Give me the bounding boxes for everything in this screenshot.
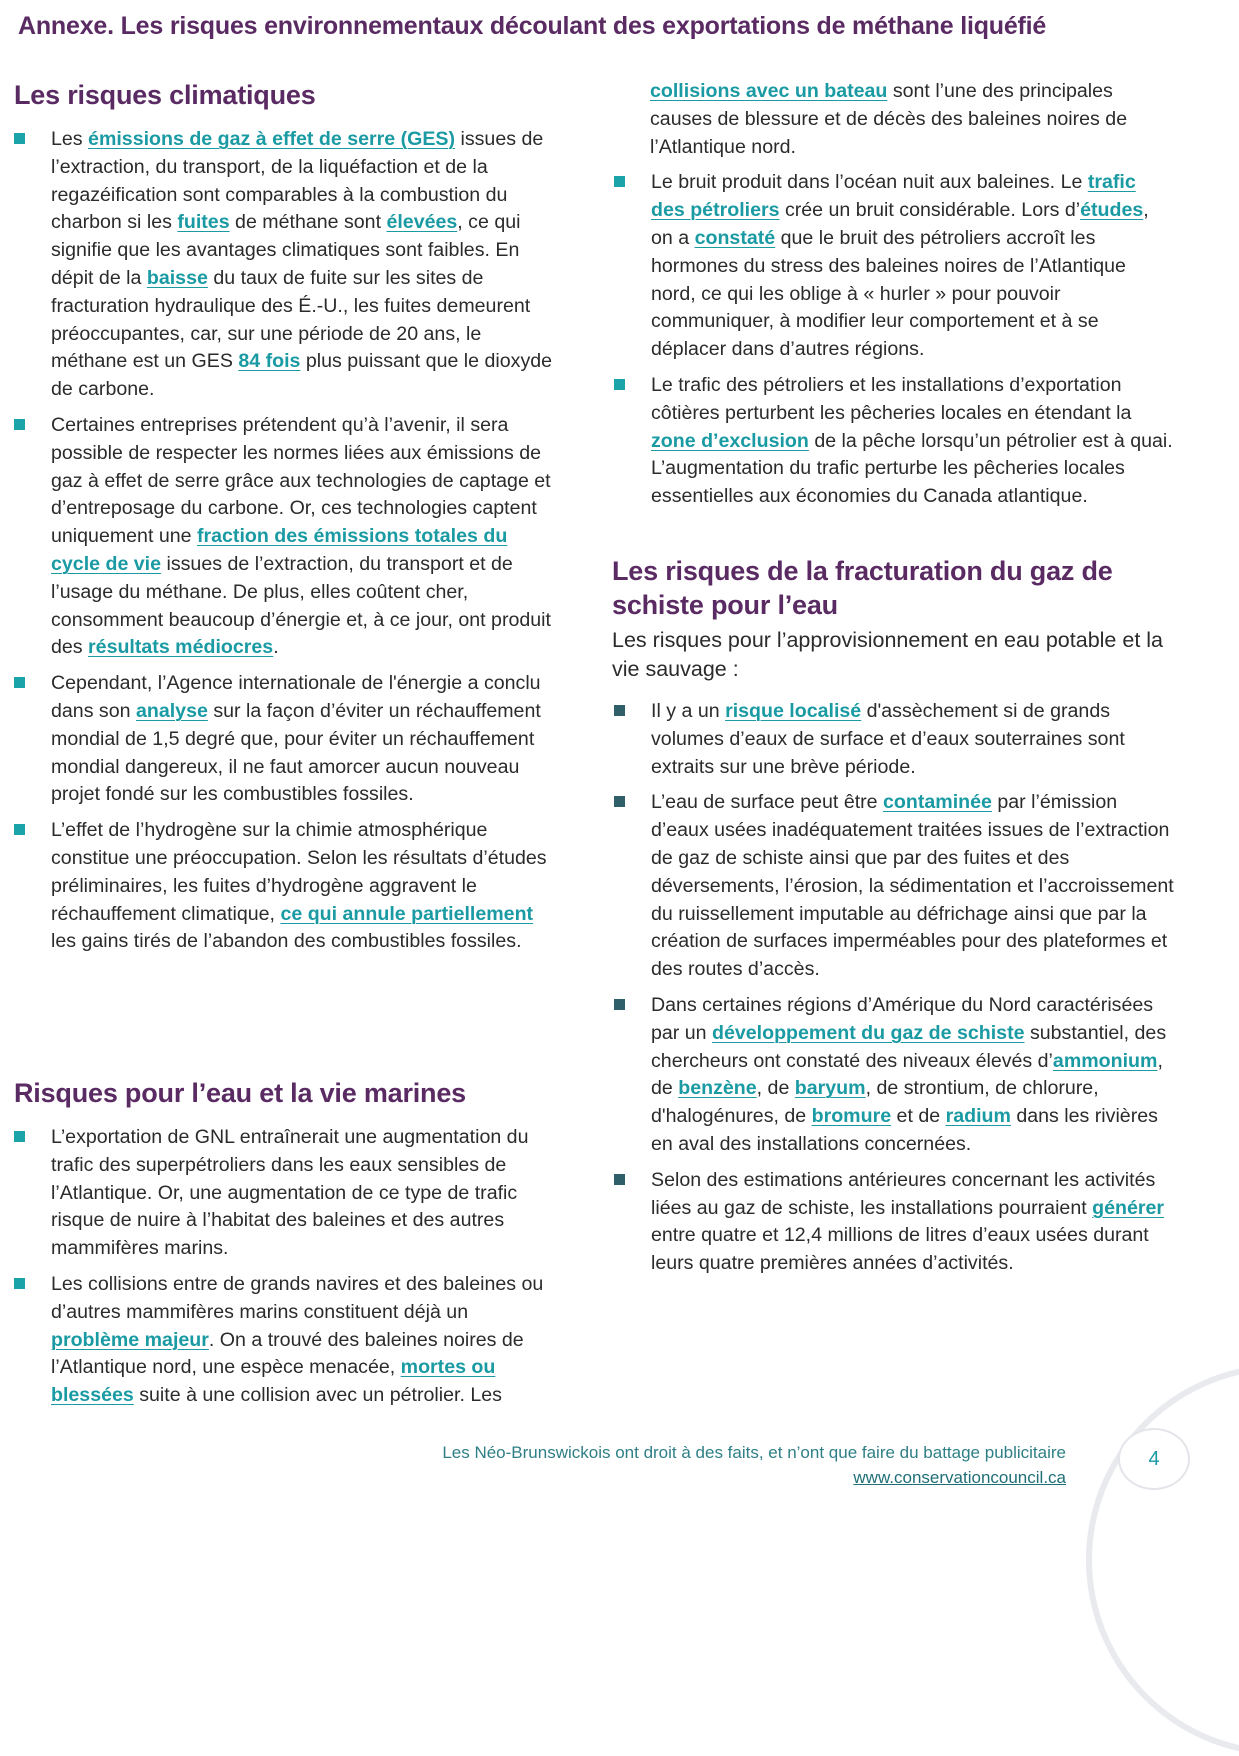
list-item bbox=[614, 992, 1174, 1159]
text-span: , on a bbox=[651, 199, 1149, 249]
bullet-square-icon bbox=[614, 999, 625, 1010]
link-84-fois[interactable]: 84 fois bbox=[238, 350, 301, 373]
text-span: par l’émission d’eaux usées inadéquatement traitées issues de l’extraction de gaz de schiste ainsi que par des fuites et des déversements, l’érosion, la sédimentation et l’accroissement du ruissellement imputable au défrichage ainsi que par la création de surfaces imperméables pour des plateformes et des routes d’accès. bbox=[651, 791, 1174, 981]
text-span: du taux de fuite sur les sites de fracturation hydraulique des É.-U., les fuites demeurent préoccupantes, car, sur une période de 20 ans, le méthane est un GES bbox=[51, 266, 531, 373]
shale-list bbox=[614, 698, 1174, 1286]
footer bbox=[442, 1440, 1066, 1490]
bullet-square-icon bbox=[14, 677, 25, 688]
link-annule-partiellement[interactable]: ce qui annule partiellement bbox=[280, 902, 534, 925]
bullet-square-icon bbox=[614, 705, 625, 716]
bullet-square-icon bbox=[14, 824, 25, 835]
text-span: sur la façon d’éviter un réchauffement mondial de 1,5 degré que, pour éviter un réchauffement mondial dangereux, il ne faut amorcer aucun nouveau projet fondé sur les combustibles fossiles. bbox=[51, 699, 541, 806]
list-item bbox=[14, 126, 554, 404]
text-span: les gains tirés de l’abandon des combustibles fossiles. bbox=[51, 930, 522, 953]
climate-list bbox=[14, 126, 554, 964]
link-risque-localise[interactable]: risque localisé bbox=[725, 700, 862, 722]
link-elevees[interactable]: élevées bbox=[386, 211, 458, 234]
link-contaminee[interactable]: contaminée bbox=[883, 791, 992, 814]
link-mortes-ou-blessees[interactable]: mortes ou blessées bbox=[51, 1356, 496, 1407]
section-heading-marine: Risques pour l’eau et la vie marines bbox=[14, 1078, 466, 1108]
text-span: Le bruit produit dans l’océan nuit aux baleines. Le bbox=[651, 171, 1088, 194]
text-span: crée un bruit considérable. Lors d’ bbox=[779, 199, 1081, 222]
link-etudes[interactable]: études bbox=[1080, 199, 1144, 222]
bullet-square-icon bbox=[14, 419, 25, 430]
list-item bbox=[614, 698, 1174, 781]
text-span: , de bbox=[756, 1077, 795, 1100]
list-item bbox=[614, 169, 1174, 364]
footer-url-link[interactable]: www.conservationcouncil.ca bbox=[853, 1468, 1066, 1487]
marine-list-part1 bbox=[14, 1124, 554, 1418]
list-item bbox=[14, 412, 554, 662]
link-ammonium[interactable]: ammonium bbox=[1052, 1049, 1158, 1072]
text-span: issues de l’extraction, du transport, de la liquéfaction et de la regazéification sont comparables à la combustion du charbon si les bbox=[51, 128, 544, 234]
link-analyse[interactable]: analyse bbox=[135, 699, 208, 722]
link-fraction-emissions[interactable]: fraction des émissions totales du cycle de vie bbox=[51, 525, 508, 575]
text-span: suite à une collision avec un pétrolier. Les bbox=[133, 1384, 502, 1407]
list-item bbox=[614, 372, 1174, 511]
text-span: , de bbox=[651, 1049, 1163, 1100]
marine-list-part2 bbox=[614, 78, 1174, 519]
bullet-square-icon bbox=[614, 379, 625, 390]
text-span: , ce qui signifie que les avantages climatiques sont faibles. En dépit de la bbox=[51, 211, 521, 289]
text-span: Cependant, l’Agence internationale de l'énergie a conclu dans son bbox=[51, 672, 541, 722]
text-span: . On a trouvé des baleines noires de l’Atlantique nord, une espèce menacée, bbox=[51, 1328, 524, 1379]
link-developpement-gaz-schiste[interactable]: développement du gaz de schiste bbox=[712, 1021, 1025, 1044]
text-span: issues de l’extraction, du transport et de l’usage du méthane. De plus, elles coûtent cher, consomment beaucoup d’énergie et, à ce jour, ont produit des bbox=[51, 552, 551, 659]
text-span: dans les rivières en aval des installations concernées. bbox=[651, 1105, 1158, 1155]
text-span: L’effet de l’hydrogène sur la chimie atmosphérique constitue une préoccupation. Selon les résultats d’études préliminaires, les fuites d’hydrogène aggravent le réchauffement climatique, bbox=[51, 819, 547, 925]
text-span: Les bbox=[51, 128, 89, 150]
bullet-square-icon bbox=[14, 133, 25, 144]
text-span: que le bruit des pétroliers accroît les hormones du stress des baleines noires de l’Atlantique nord, ce qui les oblige à « hurler » pour pouvoir communiquer, à modifier leur comportement et à se déplacer dans d’autres régions. bbox=[651, 226, 1126, 361]
link-fuites[interactable]: fuites bbox=[177, 211, 230, 234]
list-item bbox=[14, 670, 554, 809]
text-span: et de bbox=[891, 1105, 946, 1128]
link-benzene[interactable]: benzène bbox=[678, 1077, 757, 1100]
bullet-square-icon bbox=[14, 1278, 25, 1289]
link-probleme-majeur[interactable]: problème majeur bbox=[51, 1328, 209, 1351]
text-span: . bbox=[273, 636, 279, 659]
link-zone-exclusion[interactable]: zone d’exclusion bbox=[651, 429, 809, 452]
list-item bbox=[614, 1167, 1174, 1278]
page-title: Annexe. Les risques environnementaux découlant des exportations de méthane liquéfié bbox=[18, 12, 1047, 40]
list-item bbox=[14, 1271, 554, 1410]
text-span: L’exportation de GNL entraînerait une augmentation du trafic des superpétroliers dans les eaux sensibles de l’Atlantique. Or, une augmentation de ce type de trafic risque de nuire à l’habitat des baleines et des autres mammifères marins. bbox=[51, 1126, 529, 1260]
text-span: L’eau de surface peut être bbox=[651, 791, 884, 814]
text-span: Il y a un bbox=[651, 700, 726, 722]
link-bromure[interactable]: bromure bbox=[811, 1105, 892, 1128]
page-number: 4 bbox=[1118, 1428, 1190, 1490]
decorative-ring bbox=[1086, 1364, 1239, 1756]
link-ges-emissions[interactable]: émissions de gaz à effet de serre (GES) bbox=[88, 128, 456, 150]
text-span: sont l’une des principales causes de blessure et de décès des baleines noires de l’Atlantique nord. bbox=[650, 80, 1128, 158]
bullet-square-icon bbox=[14, 1131, 25, 1142]
text-span: d'assèchement si de grands volumes d’eaux de surface et d’eaux souterraines sont extraits sur une brève période. bbox=[651, 700, 1125, 778]
list-item bbox=[14, 1124, 554, 1263]
footer-tagline: Les Néo-Brunswickois ont droit à des faits, et n’ont que faire du battage publicitaire bbox=[442, 1443, 1066, 1462]
text-span: Le trafic des pétroliers et les installations d’exportation côtières perturbent les pêcheries locales en étendant la bbox=[651, 373, 1132, 424]
section-heading-shale: Les risques de la fracturation du gaz de schiste pour l’eau bbox=[612, 556, 1113, 620]
list-item bbox=[14, 817, 554, 956]
text-span: Certaines entreprises prétendent qu’à l’avenir, il sera possible de respecter les normes liées aux émissions de gaz à effet de serre grâce aux technologies de captage et d’entreposage du carbone. Or, ces technologies captent uniquement une bbox=[51, 413, 551, 548]
text-span: de méthane sont bbox=[229, 211, 387, 234]
link-resultats-mediocres[interactable]: résultats médiocres bbox=[88, 636, 274, 659]
bullet-square-icon bbox=[614, 176, 625, 187]
text-span: entre quatre et 12,4 millions de litres d’eaux usées durant leurs quatre premières années d’activités. bbox=[651, 1224, 1149, 1275]
text-span: Dans certaines régions d’Amérique du Nord caractérisées par un bbox=[651, 993, 1154, 1044]
list-item bbox=[614, 789, 1174, 984]
text-span: Les collisions entre de grands navires et des baleines ou d’autres mammifères marins constituent déjà un bbox=[51, 1272, 544, 1323]
link-baisse[interactable]: baisse bbox=[146, 266, 208, 289]
text-span: Selon des estimations antérieures concernant les activités liées au gaz de schiste, les installations pourraient bbox=[651, 1168, 1156, 1219]
text-span: de la pêche lorsqu’un pétrolier est à quai. L’augmentation du trafic perturbe les pêcheries locales essentielles aux économies du Canada atlantique. bbox=[651, 429, 1173, 508]
link-trafic-petroliers[interactable]: trafic des pétroliers bbox=[651, 171, 1136, 222]
link-collisions-bateau[interactable]: collisions avec un bateau bbox=[650, 80, 888, 102]
link-baryum[interactable]: baryum bbox=[794, 1077, 866, 1100]
text-span: plus puissant que le dioxyde de carbone. bbox=[51, 350, 553, 401]
link-generer[interactable]: générer bbox=[1092, 1196, 1164, 1219]
bullet-square-icon bbox=[614, 796, 625, 807]
bullet-square-icon bbox=[614, 1174, 625, 1185]
shale-intro: Les risques pour l’approvisionnement en eau potable et la vie sauvage : bbox=[612, 628, 1164, 681]
text-span: substantiel, des chercheurs ont constaté des niveaux élevés d’ bbox=[651, 1021, 1167, 1072]
list-item-continued bbox=[614, 78, 1174, 161]
section-heading-climate: Les risques climatiques bbox=[14, 80, 316, 110]
link-radium[interactable]: radium bbox=[945, 1105, 1011, 1128]
link-constate[interactable]: constaté bbox=[694, 226, 776, 249]
text-span: , de strontium, de chlorure, d'halogénures, de bbox=[651, 1077, 1099, 1128]
